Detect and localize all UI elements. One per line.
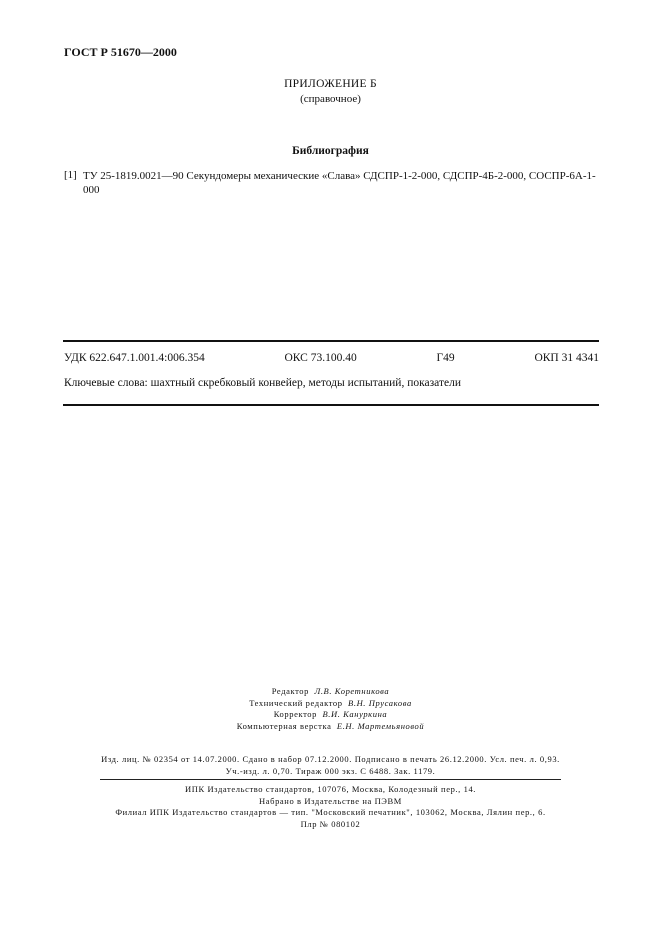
editorial-credits (0, 686, 661, 732)
top-divider (63, 340, 599, 342)
credit-role: Корректор (273, 709, 317, 719)
publication-line: Уч.-изд. л. 0,70. Тираж 000 экз. С 6488. Зак. 1179. (225, 765, 436, 776)
credit-name: В.И. Кануркина (322, 709, 388, 719)
imprint-divider (100, 779, 561, 780)
okp-code: ОКП 31 4341 (534, 352, 599, 364)
publisher-line: ИПК Издательство стандартов, 107076, Москва, Колодезный пер., 14. (184, 784, 477, 794)
publisher-info (0, 784, 661, 830)
annex-subtitle: (справочное) (300, 93, 361, 105)
publisher-line: Филиал ИПК Издательство стандартов — тип. "Московский печатник", 103062, Москва, Лялин пер., 6. (115, 807, 546, 817)
document-id: ГОСТ Р 51670—2000 (64, 45, 177, 59)
bibliography-item-text: ТУ 25-1819.0021—90 Секундомеры механические «Слава» СДСПР-1-2-000, СДСПР-4Б-2-000, СОСПР-6А-1-000 (83, 170, 596, 196)
oks-code: ОКС 73.100.40 (284, 352, 357, 364)
keywords: Ключевые слова: шахтный скребковый конвейер, методы испытаний, показатели (64, 377, 462, 389)
credit-line (0, 698, 661, 710)
publication-line: Изд. лиц. № 02354 от 14.07.2000. Сдано в набор 07.12.2000. Подписано в печать 26.12.2000. Усл. печ. л. 0,93. (101, 754, 560, 764)
credit-role: Компьютерная верстка (236, 720, 332, 731)
annex-title: ПРИЛОЖЕНИЕ Б (284, 78, 377, 90)
group-code: Г49 (436, 352, 455, 364)
credit-role: Технический редактор (249, 697, 343, 708)
publisher-line: Плр № 080102 (300, 818, 361, 829)
udk-code: УДК 622.647.1.001.4:006.354 (64, 352, 205, 364)
credit-name: В.Н. Прусакова (348, 697, 412, 708)
credit-line (0, 721, 661, 733)
bibliography-heading: Библиография (292, 145, 369, 157)
publication-info (0, 754, 661, 777)
bibliography-item-number: [1] (64, 169, 77, 181)
publisher-line: Набрано в Издательстве на ПЭВМ (259, 795, 402, 806)
classification-row (64, 352, 599, 364)
credit-line (0, 709, 661, 721)
credit-name: Л.В. Коретникова (314, 686, 390, 696)
credit-role: Редактор (271, 686, 310, 696)
credit-line (0, 686, 661, 698)
bottom-divider (63, 404, 599, 406)
credit-name: Е.Н. Мартемьяновой (336, 720, 425, 731)
